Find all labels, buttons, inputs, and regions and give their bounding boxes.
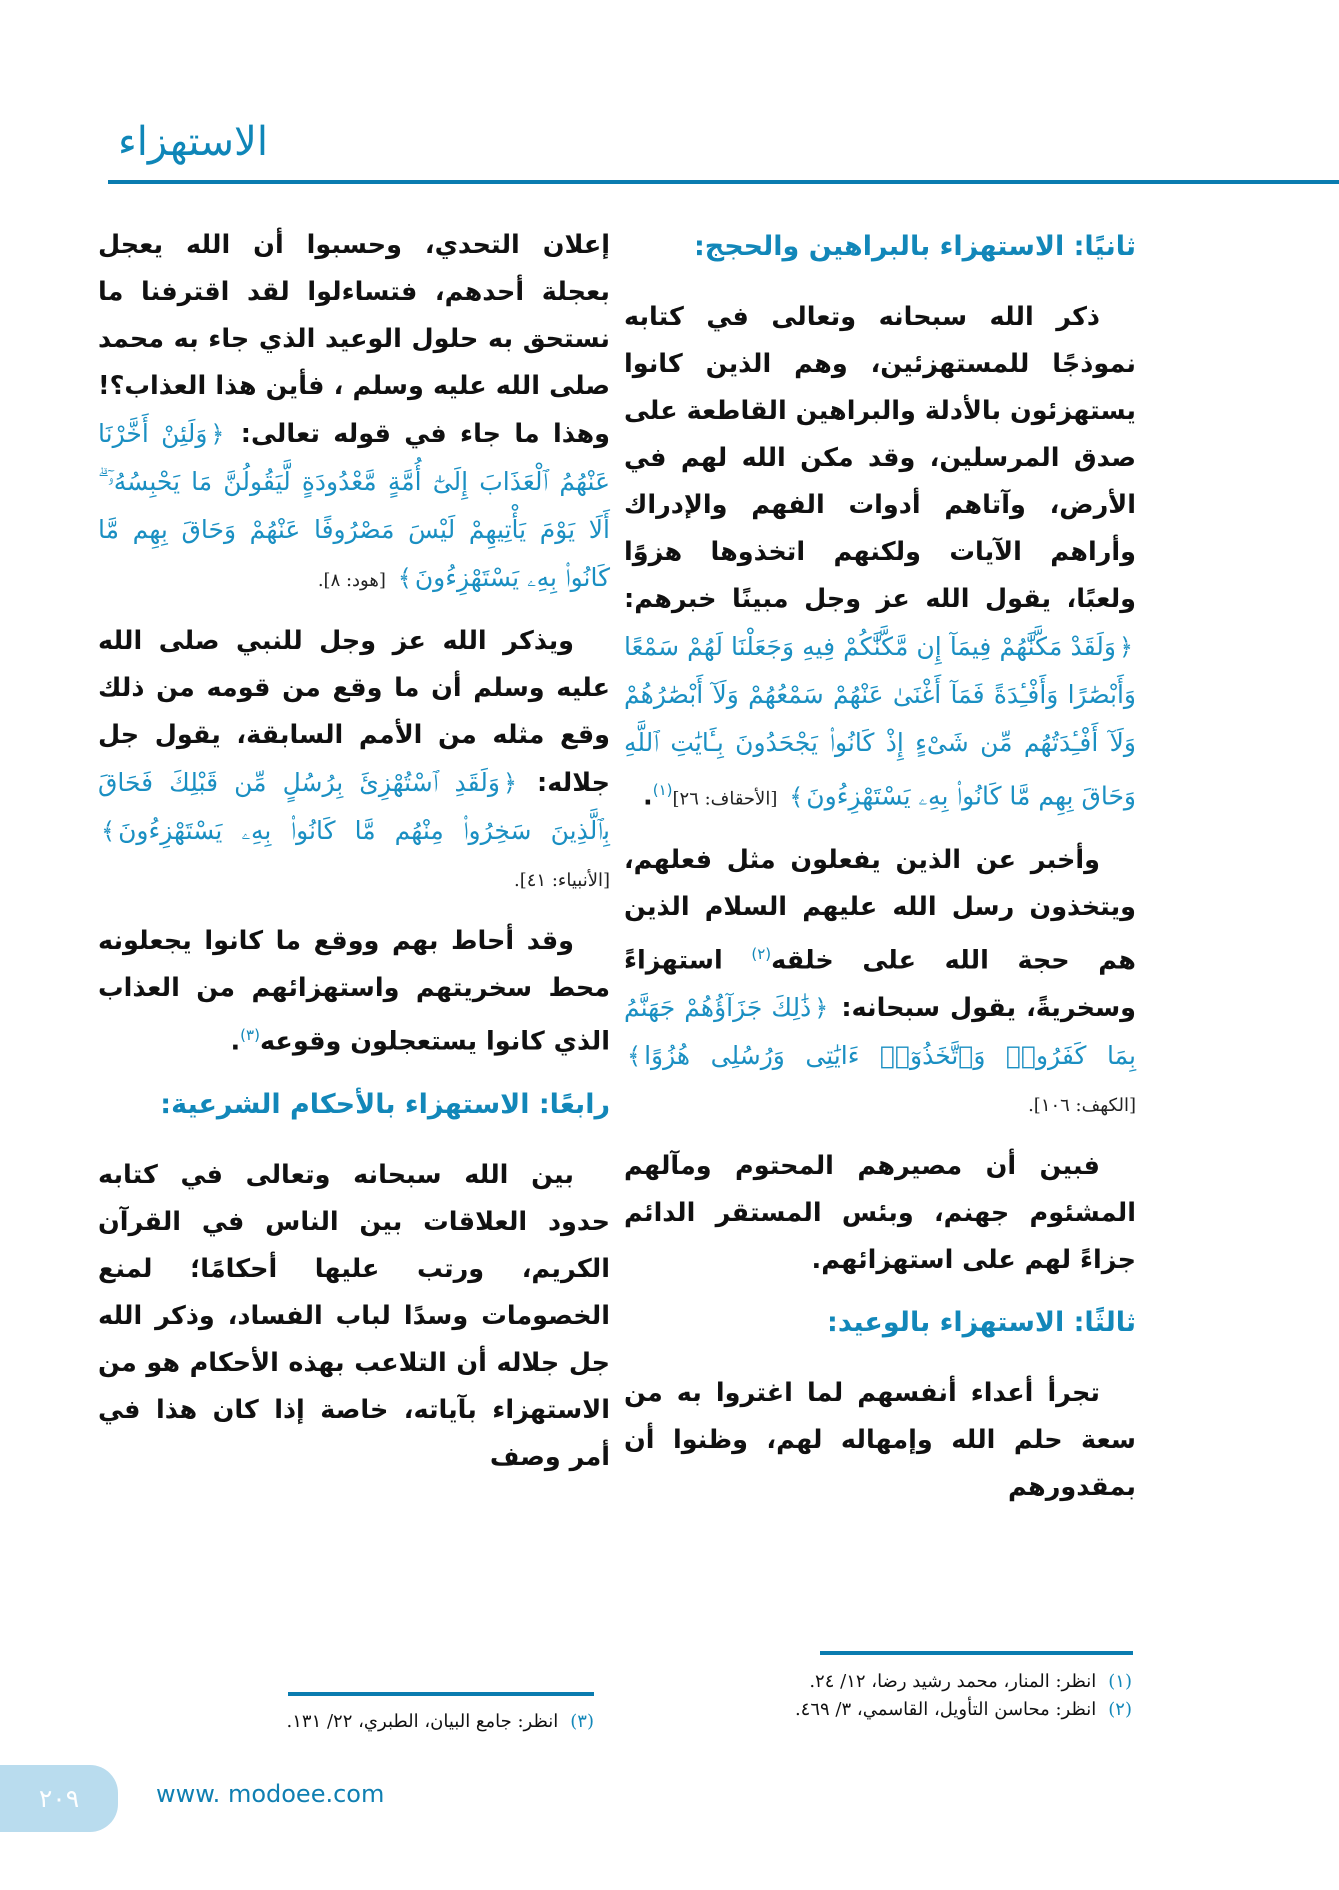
body-text: إعلان التحدي، وحسبوا أن الله يعجل بعجلة أحدهم، فتساءلوا لقد اقترفنا ما نستحق به حلول الوعيد الذي جاء به محمد صلى الله عليه وسلم ، فأين هذا العذاب؟! وهذا ما جاء في قوله تعالى:	[98, 230, 611, 449]
quran-verse: ذَٰلِكَ جَزَآؤُهُمْ جَهَنَّمُ بِمَا كَفَرُوا۟ وَٱتَّخَذُوٓا۟ ءَايَٰتِى وَرُسُلِى هُزُوًا	[624, 993, 1136, 1070]
quran-open-ornament-icon: ﴿	[210, 420, 225, 448]
quran-verse: وَلَئِنْ أَخَّرْنَا عَنْهُمُ ٱلْعَذَابَ إِلَىٰٓ أُمَّةٍ مَّعْدُودَةٍ لَّيَقُولُنَّ مَا يَحْبِسُهُۥٓ ۗ أَلَا يَوْمَ يَأْتِيهِمْ لَيْسَ مَصْرُوفًا عَنْهُمْ وَحَاقَ بِهِم مَّا كَانُوا۟ بِهِۦ يَسْتَهْزِءُونَ	[98, 419, 610, 592]
footnote-number: (١)	[1108, 1671, 1132, 1692]
verse-reference: [الكهف: ١٠٦].	[1028, 1095, 1136, 1116]
verse-reference: [الأنبياء: ٤١].	[514, 870, 610, 891]
footnote-text: انظر: المنار، محمد رشيد رضا، ١٢/ ٢٤.	[809, 1671, 1097, 1692]
verse-reference: [هود: ٨].	[317, 570, 386, 591]
footnote-rule	[820, 1651, 1133, 1655]
body-text: وأخبر عن الذين يفعلون مثل فعلهم، ويتخذون رسل الله عليهم السلام الذين هم حجة الله على خلقه	[624, 844, 1136, 975]
paragraph: ذكر الله سبحانه وتعالى في كتابه نموذجًا للمستهزئين، وهم الذين كانوا يستهزئون بالأدلة والبراهين القاطعة على صدق المرسلين، وقد مكن الله لهم في الأرض، وآتاهم أدوات الفهم والإدراك وأراهم الآيات ولكنهم اتخذوها هزوًا ولعبًا، يقول الله عز وجل مبينًا خبرهم: ﴿وَلَقَدْ مَكَّنَّٰهُمْ فِيمَآ إِن مَّكَّنَّٰكُمْ فِيهِ وَجَعَلْنَا لَهُمْ سَمْعًا وَأَبْصَٰرًا وَأَفْـِٔدَةً فَمَآ أَغْنَىٰ عَنْهُمْ سَمْعُهُمْ وَلَآ أَبْصَٰرُهُمْ وَلَآ أَفْـِٔدَتُهُم مِّن شَىْءٍ إِذْ كَانُوا۟ يَجْحَدُونَ بِـَٔايَٰتِ ٱللَّهِ وَحَاقَ بِهِم مَّا كَانُوا۟ بِهِۦ يَسْتَهْزِءُونَ﴾ [الأحقاف: ٢٦]$^{(١)}$.	[624, 302, 1136, 812]
footnote-text: انظر: جامع البيان، الطبري، ٢٢/ ١٣١.	[286, 1711, 559, 1732]
paragraph	[98, 1152, 610, 1481]
header-rule	[108, 180, 1339, 184]
quran-open-ornament-icon: ﴿	[502, 769, 517, 797]
footnote	[640, 1696, 1132, 1724]
body-text: بين الله سبحانه وتعالى في كتابه حدود العلاقات بين الناس في القرآن الكريم، ورتب عليها أحكامًا؛ لمنع الخصومات وسدًا لباب الفساد، وذكر الله جل جلاله أن التلاعب بهذه الأحكام هو من الاستهزاء بآياته، خاصة إذا كان هذا في أمر وصف	[98, 1159, 610, 1472]
paragraph	[624, 1370, 1136, 1511]
quran-verse: وَلَقَدْ مَكَّنَّٰهُمْ فِيمَآ إِن مَّكَّنَّٰكُمْ فِيهِ وَجَعَلْنَا لَهُمْ سَمْعًا وَأَبْصَٰرًا وَأَفْـِٔدَةً فَمَآ أَغْنَىٰ عَنْهُمْ سَمْعُهُمْ وَلَآ أَبْصَٰرُهُمْ وَلَآ أَفْـِٔدَتُهُم مِّن شَىْءٍ إِذْ كَانُوا۟ يَجْحَدُونَ بِـَٔايَٰتِ ٱللَّهِ وَحَاقَ بِهِم مَّا كَانُوا۟ بِهِۦ يَسْتَهْزِءُونَ	[624, 632, 1136, 811]
footnote-marker[interactable]: (١)	[652, 781, 673, 799]
quran-close-ornament-icon: ﴾	[101, 817, 116, 845]
page-number-badge	[0, 1765, 118, 1832]
page-number: ٢٠٩	[38, 1784, 80, 1813]
quran-open-ornament-icon: ﴿	[814, 994, 829, 1022]
website-link[interactable]: www. modoee.com	[156, 1780, 385, 1808]
quran-close-ornament-icon: ﴾	[627, 1042, 642, 1070]
body-text: وقد أحاط بهم ووقع ما كانوا يجعلونه محط سخريتهم واستهزائهم من العذاب الذي كانوا يستعجلون وقوعه	[98, 926, 610, 1057]
footnote	[640, 1668, 1132, 1696]
footnote-number: (٣)	[570, 1711, 594, 1732]
paragraph	[98, 918, 610, 1066]
body-text: ذكر الله سبحانه وتعالى في كتابه نموذجًا للمستهزئين، وهم الذين كانوا يستهزئون بالأدلة والبراهين القاطعة على صدق المرسلين، وقد مكن الله لهم في الأرض، وآتاهم أدوات الفهم والإدراك وأراهم الآيات ولكنهم اتخذوها هزوًا ولعبًا، يقول الله عز وجل مبينًا خبرهم:	[624, 302, 1136, 614]
footnote-rule	[288, 1692, 594, 1696]
paragraph	[98, 618, 610, 904]
body-text: فبين أن مصيرهم المحتوم ومآلهم المشئوم جهنم، وبئس المستقر الدائم جزاءً لهم على استهزائهم.	[624, 1151, 1136, 1275]
footnote	[110, 1708, 594, 1736]
footnote-text: انظر: محاسن التأويل، القاسمي، ٣/ ٤٦٩.	[794, 1699, 1097, 1720]
section-heading-4: رابعًا: الاستهزاء بالأحكام الشرعية:	[160, 1088, 610, 1120]
section-heading-3: ثالثًا: الاستهزاء بالوعيد:	[827, 1307, 1136, 1338]
footnotes-right	[640, 1668, 1132, 1724]
footnote-marker[interactable]: (٢)	[751, 944, 772, 963]
section-heading-2: ثانيًا: الاستهزاء بالبراهين والحجج:	[693, 231, 1136, 262]
body-text: ويذكر الله عز وجل للنبي صلى الله عليه وسلم أن ما وقع من قومه من ذلك وقع مثله من الأمم السابقة، يقول جل جلاله:	[98, 626, 610, 798]
quran-close-ornament-icon: ﴾	[397, 564, 412, 592]
quran-verse: وَلَقَدِ ٱسْتُهْزِئَ بِرُسُلٍ مِّن قَبْلِكَ فَحَاقَ بِٱلَّذِينَ سَخِرُوا۟ مِنْهُم مَّا كَانُوا۟ بِهِۦ يَسْتَهْزِءُونَ	[98, 768, 610, 845]
quran-close-ornament-icon: ﴾	[789, 782, 804, 811]
body-text: استهزاءً وسخريةً، يقول سبحانه:	[624, 945, 1136, 1023]
paragraph	[624, 1143, 1136, 1284]
period: .	[230, 1026, 241, 1057]
footnote-marker[interactable]: (٣)	[240, 1026, 260, 1044]
verse-reference: [الأحقاف: ٢٦]	[672, 788, 778, 810]
footnote-number: (٢)	[1108, 1699, 1132, 1720]
running-header-title: الاستهزاء	[118, 119, 268, 165]
paragraph	[98, 222, 610, 604]
paragraph	[624, 837, 1136, 1130]
footnotes-left	[110, 1708, 594, 1736]
left-column	[98, 222, 610, 1495]
body-text: تجرأ أعداء أنفسهم لما اغتروا به من سعة حلم الله وإمهاله لهم، وظنوا أن بمقدورهم	[624, 1378, 1136, 1502]
quran-open-ornament-icon: ﴿	[1118, 633, 1133, 661]
right-column	[624, 222, 1136, 1525]
